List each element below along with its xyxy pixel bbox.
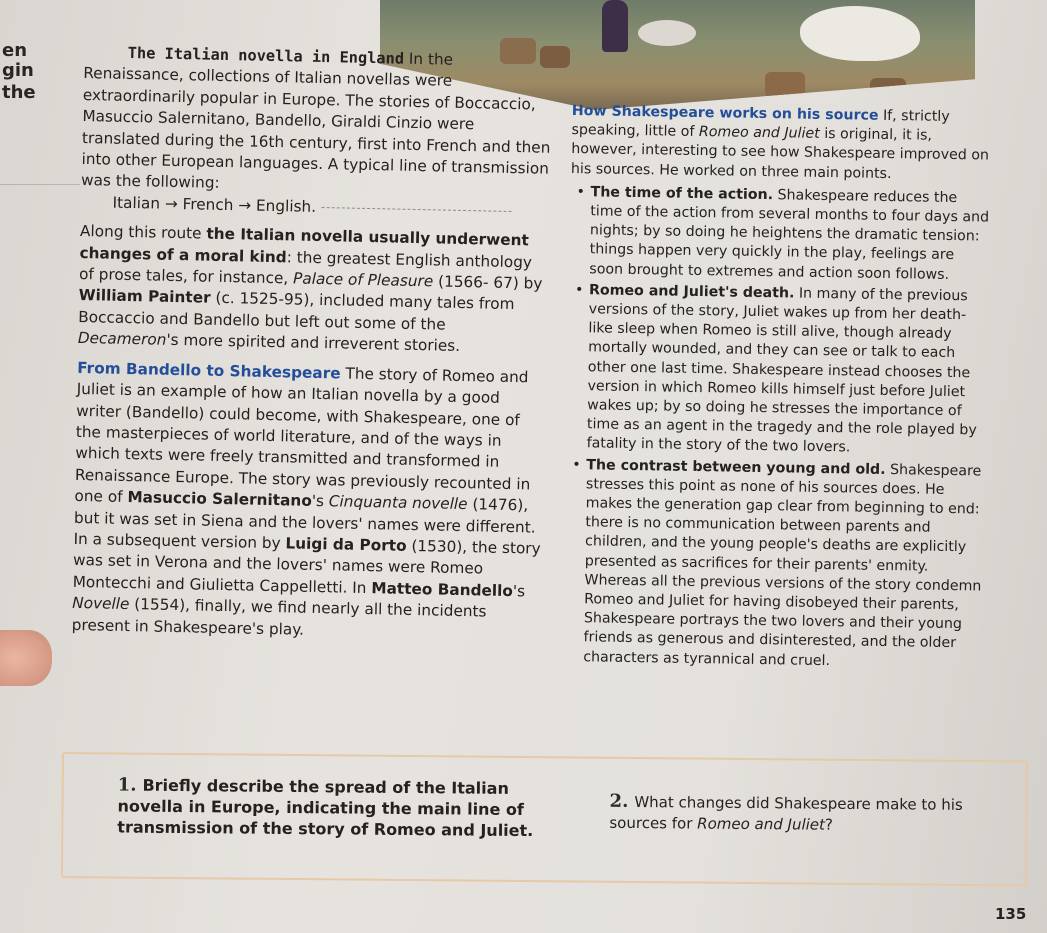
painting-figure — [602, 0, 628, 52]
question-number: 1. — [117, 774, 137, 796]
question-text: Briefly describe the spread of the Italian novella in Europe, indicating the main line of transmission of the story of Romeo and Juliet. — [117, 775, 534, 841]
thumb — [0, 630, 52, 686]
transmission-chain: Italian → French → English. — [112, 193, 317, 216]
question-2: 2. What changes did Shakespeare make to his sources for Romeo and Juliet? — [609, 790, 963, 834]
section-subheading: From Bandello to Shakespeare — [76, 358, 341, 383]
painting-stump — [870, 78, 906, 106]
list-item: • The time of the action. Shakespeare reduces the time of the action from several months to four days and nights; by so doing he heightens the dramatic tension: things happen very quickly in the play, feelings are soon brought to extremes and action soon follows. — [589, 183, 990, 285]
moral-changes-paragraph: Along this route the Italian novella usually underwent changes of a moral kind: the greatest English anthology of prose tales, for instance, Palace of Pleasure (1566- 67) by William Painter (c. 1525-95), included many tales from Boccaccio and Bandello but left out some of the Decameron's more spirited and irreverent stories. — [77, 222, 543, 356]
question-number: 2. — [609, 790, 629, 812]
source-intro-paragraph: How Shakespeare works on his source If, strictly speaking, little of Romeo and Juliet is original, it is, however, interesting to see how Shakespeare improved on his sources. He worked on three main points. — [570, 102, 990, 182]
margin-word: gin — [2, 60, 34, 81]
painting-horse — [800, 6, 920, 61]
painting-dog — [638, 20, 696, 46]
source-heading: How Shakespeare works on his source — [571, 102, 879, 124]
dotted-line — [322, 207, 512, 212]
right-column — [563, 102, 992, 675]
list-item: • Romeo and Juliet's death. In many of the previous versions of the story, Juliet wakes up from her death-like sleep when Romeo is still alive, though already mortally wounded, and they can see or talk to each other one last time. Shakespeare instead chooses the version in which Romeo kills himself just before Juliet wakes up; by so doing he stresses the importance of time as an agent in the tragedy and the role played by fatality in the story of the two lovers. — [586, 281, 989, 460]
intro-heading: The Italian novella in England — [127, 43, 405, 68]
list-item: • The contrast between young and old. Shakespeare stresses this point as none of his sources does. He makes the generation gap clear from beginning to end: there is no communication between parents and children, and the young people's deaths are explicitly presented as sacrifices for their parents' enmity. Whereas all the previous versions of the story condemn Romeo and Juliet for having disobeyed their parents, Shakespeare portrays the two lovers and their young friends as generous and disinterested, and the older characters as tyrannical and cruel. — [583, 456, 986, 673]
intro-paragraph — [80, 42, 553, 223]
margin-divider — [0, 184, 80, 185]
bandello-paragraph: From Bandello to Shakespeare The story of Romeo and Juliet is an example of how an Italian novella by a good writer (Bandello) could become, with Shakespeare, one of the masterpieces of world literature, and of the ways in which texts were freely transmitted and transformed in Renaissance Europe. The story was previously recounted in one of Masuccio Salernitano's Cinquanta novelle (1476), but it was set in Siena and the lovers' names were different. In a subsequent version by Luigi da Porto (1530), the story was set in Verona and the lovers' names were Romeo Montecchi and Giulietta Cappelletti. In Matteo Bandello's Novelle (1554), finally, we find nearly all the incidents present in Shakespeare's play. — [71, 358, 541, 639]
painting-stump — [765, 72, 805, 98]
page-number: 135 — [995, 905, 1027, 923]
question-1 — [117, 774, 548, 841]
questions-box — [61, 752, 1028, 886]
left-column — [72, 42, 554, 646]
changes-list — [563, 183, 991, 674]
margin-word: the — [2, 82, 36, 103]
intro-text: In the Renaissance, collections of Italian novellas were extraordinarily popular in Europe. The stories of Boccaccio, Masuccio Salernitano, Bandello, Giraldi Cinzio were translated during the 16th century, first into French and then into other European languages. A typical line of transmission was the following: — [80, 49, 551, 193]
margin-word: en — [2, 40, 28, 61]
